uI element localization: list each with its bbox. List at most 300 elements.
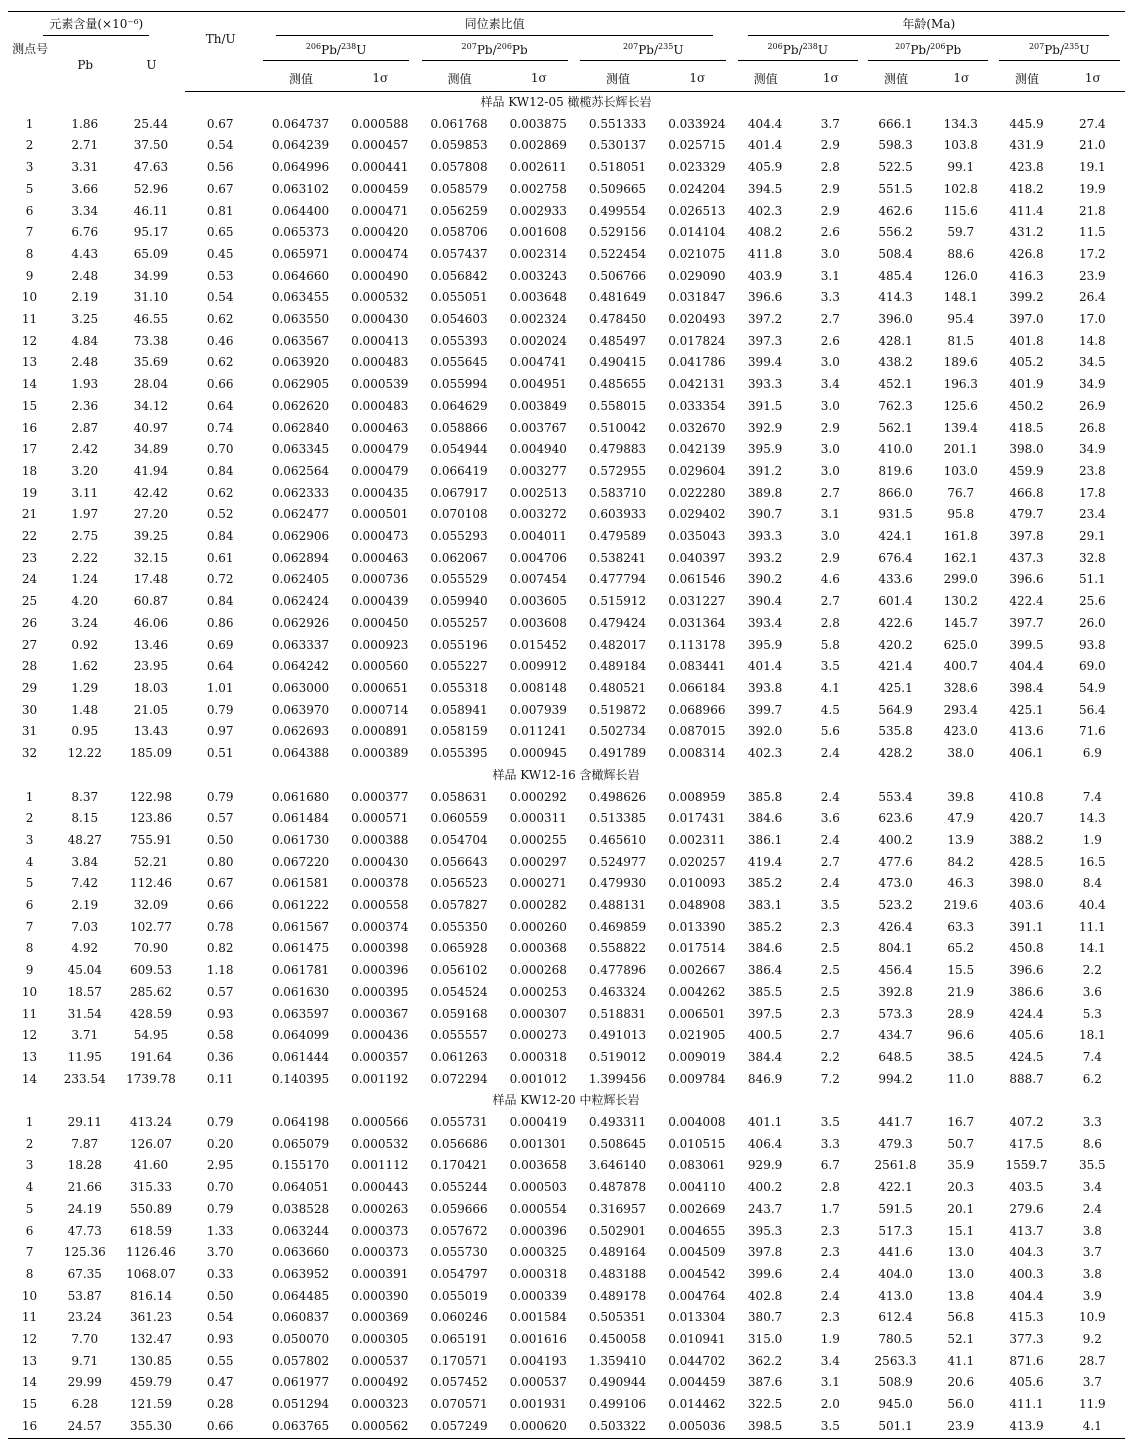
table-cell: 0.000311 (509, 811, 567, 826)
table-cell: 1.359410 (588, 1353, 647, 1368)
table-cell: 0.021075 (668, 246, 726, 261)
table-cell: 65.09 (133, 246, 169, 261)
table-cell: 0.000273 (509, 1028, 567, 1043)
table-cell: 402.3 (747, 746, 783, 761)
table-cell: 0.316957 (588, 1201, 647, 1216)
table-cell: 397.5 (747, 1006, 783, 1021)
table-row (8, 1004, 1125, 1026)
table-cell: 406.1 (1009, 746, 1044, 761)
table-cell: 6.7 (820, 1158, 840, 1173)
table-cell: 0.003658 (509, 1158, 567, 1173)
table-cell: 0.055293 (430, 529, 488, 544)
table-row (8, 222, 1125, 244)
header-ratio-0-el2: U (356, 43, 367, 57)
table-cell: 12 (21, 333, 38, 348)
table-cell: 0.056259 (430, 203, 488, 218)
table-cell: 122.98 (129, 789, 172, 804)
table-cell: 416.3 (1009, 268, 1044, 283)
table-cell: 0.003605 (509, 594, 567, 609)
table-cell: 400.7 (943, 659, 978, 674)
table-cell: 3.70 (206, 1245, 234, 1260)
table-row (8, 1047, 1125, 1069)
header-agecol-2-sup2: 235 (1064, 42, 1080, 51)
table-cell: 88.6 (947, 246, 975, 261)
table-cell: 46.3 (947, 876, 975, 891)
table-cell: 0.001931 (509, 1397, 567, 1412)
table-cell: 24 (21, 572, 38, 587)
table-cell: 0.479424 (588, 615, 647, 630)
table-cell: 0.062905 (271, 377, 330, 392)
table-cell: 19 (21, 485, 38, 500)
table-cell: 0.000413 (351, 333, 409, 348)
table-cell: 755.91 (129, 832, 172, 847)
table-cell: 0.062840 (271, 420, 330, 435)
table-cell: 591.5 (878, 1201, 913, 1216)
table-row (8, 569, 1125, 591)
header-ratio-1-sup2: 206 (496, 42, 512, 51)
table-cell: 0.50 (206, 1288, 234, 1303)
table-cell: 362.2 (747, 1353, 783, 1368)
table-cell: 0.055019 (430, 1288, 488, 1303)
table-cell: 0.000325 (509, 1245, 567, 1260)
table-row (8, 613, 1125, 635)
table-cell: 0.499106 (588, 1397, 647, 1412)
table-cell: 413.7 (1009, 1223, 1044, 1238)
table-cell: 0.57 (206, 811, 234, 826)
table-cell: 0.059666 (430, 1201, 488, 1216)
table-cell: 395.3 (747, 1223, 783, 1238)
table-cell: 26.8 (1078, 420, 1106, 435)
table-cell: 945.0 (878, 1397, 913, 1412)
table-cell: 0.004542 (668, 1266, 726, 1281)
table-cell: 450.2 (1009, 398, 1044, 413)
table-cell: 413.6 (1009, 724, 1044, 739)
table-cell: 0.54 (206, 1310, 234, 1325)
table-cell: 2.4 (820, 1266, 840, 1281)
table-cell: 0.478450 (588, 312, 647, 327)
table-cell: 3.1 (820, 268, 840, 283)
table-cell: 0.003767 (509, 420, 567, 435)
table-cell: 2.7 (820, 1028, 840, 1043)
table-cell: 0.062067 (430, 550, 488, 565)
table-cell: 0.000307 (509, 1006, 567, 1021)
table-cell: 397.8 (747, 1245, 783, 1260)
table-cell: 0.048908 (668, 898, 726, 913)
table-cell: 397.8 (1009, 529, 1044, 544)
table-cell: 1 (25, 116, 34, 131)
table-cell: 433.6 (878, 572, 913, 587)
table-cell: 21.8 (1078, 203, 1106, 218)
table-cell: 39.8 (947, 789, 975, 804)
table-cell: 391.1 (1009, 919, 1044, 934)
table-cell: 780.5 (878, 1332, 913, 1347)
table-cell: 7 (25, 225, 34, 240)
table-cell: 2.42 (71, 442, 99, 457)
table-cell: 23.24 (67, 1310, 102, 1325)
table-cell: 28.9 (947, 1006, 975, 1021)
table-cell: 2.87 (71, 420, 99, 435)
table-cell: 15.5 (947, 963, 975, 978)
table-cell: 0.47 (206, 1375, 234, 1390)
table-cell: 479.3 (878, 1136, 913, 1151)
table-cell: 0.485655 (588, 377, 647, 392)
table-cell: 406.4 (747, 1136, 783, 1151)
table-cell: 816.14 (129, 1288, 172, 1303)
table-cell: 0.064388 (271, 746, 330, 761)
table-cell: 29 (21, 680, 38, 695)
table-cell: 5.3 (1082, 1006, 1102, 1021)
table-cell: 0.064051 (271, 1180, 330, 1195)
table-cell: 392.9 (747, 420, 783, 435)
table-cell: 0.008148 (509, 680, 567, 695)
table-cell: 0.000566 (351, 1115, 409, 1130)
table-cell: 0.485497 (588, 333, 647, 348)
table-cell: 2.8 (820, 1180, 840, 1195)
table-cell: 0.061630 (271, 984, 330, 999)
table-cell: 399.4 (747, 355, 783, 370)
table-cell: 285.62 (129, 984, 172, 999)
table-row (8, 1242, 1125, 1264)
table-cell: 0.000532 (351, 1136, 409, 1151)
table-cell: 23.95 (133, 659, 169, 674)
table-cell: 2.7 (820, 854, 840, 869)
table-cell: 0.58 (206, 1028, 234, 1043)
table-cell: 0.013304 (668, 1310, 726, 1325)
table-cell: 31.10 (133, 290, 169, 305)
table-cell: 2.2 (820, 1049, 840, 1064)
table-cell: 3.3 (1082, 1115, 1102, 1130)
table-cell: 3.11 (71, 485, 99, 500)
header-ratio-0-el1: Pb/ (321, 43, 341, 57)
table-cell: 0.55 (206, 1353, 234, 1368)
table-cell: 9 (25, 963, 34, 978)
table-cell: 0.000436 (351, 1028, 409, 1043)
table-cell: 70.90 (133, 941, 169, 956)
table-cell: 0.000537 (351, 1353, 409, 1368)
table-cell: 0.86 (206, 615, 234, 630)
table-row (8, 982, 1125, 1004)
table-cell: 0.029604 (668, 463, 726, 478)
table-cell: 0.000479 (351, 463, 409, 478)
table-cell: 145.7 (943, 615, 978, 630)
table-cell: 0.518051 (588, 160, 647, 175)
table-cell: 2.6 (820, 333, 840, 348)
table-cell: 0.000463 (351, 550, 409, 565)
table-cell: 355.30 (118, 1416, 184, 1438)
table-cell: 7.87 (71, 1136, 99, 1151)
table-cell: 0.070571 (430, 1397, 488, 1412)
table-cell: 0.000369 (351, 1310, 409, 1325)
table-cell: 2.75 (71, 529, 99, 544)
table-cell: 0.529156 (588, 225, 647, 240)
table-cell: 384.6 (747, 941, 783, 956)
table-row (8, 656, 1125, 678)
table-cell: 0.66 (185, 1416, 257, 1438)
table-cell: 17.8 (1078, 485, 1106, 500)
table-cell: 405.6 (1009, 1375, 1044, 1390)
table-cell: 201.1 (943, 442, 978, 457)
table-cell: 2.95 (206, 1158, 234, 1173)
table-cell: 0.064660 (271, 268, 330, 283)
table-cell: 14.8 (1078, 333, 1106, 348)
table-cell: 3.5 (820, 1115, 840, 1130)
table-cell: 0.000378 (351, 876, 409, 891)
table-cell: 0.56 (206, 160, 234, 175)
table-cell: 279.6 (1009, 1201, 1044, 1216)
table-cell: 0.000368 (509, 941, 567, 956)
table-cell: 45.04 (67, 963, 102, 978)
table-cell: 419.4 (747, 854, 783, 869)
table-cell: 428.1 (878, 333, 913, 348)
table-cell: 466.8 (1009, 485, 1044, 500)
table-cell: 384.4 (747, 1049, 783, 1064)
table-row (8, 1112, 1125, 1134)
table-cell: 0.023329 (668, 160, 726, 175)
table-cell: 0.025715 (668, 138, 726, 153)
table-cell: 22 (21, 529, 38, 544)
table-cell: 32.09 (133, 898, 169, 913)
table-cell: 0.000297 (509, 854, 567, 869)
table-cell: 623.6 (878, 811, 913, 826)
table-cell: 23 (21, 550, 38, 565)
table-row (8, 201, 1125, 223)
table-cell: 426.8 (1009, 246, 1044, 261)
table-cell: 10 (21, 984, 38, 999)
table-cell: 2.48 (71, 268, 99, 283)
table-cell: 73.38 (133, 333, 169, 348)
table-cell: 0.066419 (430, 463, 488, 478)
table-row (8, 1199, 1125, 1221)
table-cell: 9.2 (1082, 1332, 1102, 1347)
table-cell: 931.5 (878, 507, 913, 522)
table-cell: 400.3 (1009, 1266, 1044, 1281)
table-cell: 2563.3 (874, 1353, 917, 1368)
header-ratio-1 (415, 38, 574, 65)
table-cell: 162.1 (943, 550, 978, 565)
table-cell: 2.4 (820, 876, 840, 891)
table-cell: 0.001608 (509, 225, 567, 240)
table-cell: 3.5 (799, 1416, 863, 1438)
table-cell: 0.000268 (509, 963, 567, 978)
table-cell: 2.9 (820, 203, 840, 218)
table-cell: 0.065373 (271, 225, 330, 240)
table-cell: 1126.46 (126, 1245, 176, 1260)
table-cell: 477.6 (878, 854, 913, 869)
table-cell: 0.065971 (271, 246, 330, 261)
table-cell: 24.57 (52, 1416, 118, 1438)
table-cell: 0.055393 (430, 333, 488, 348)
table-cell: 0.059853 (430, 138, 488, 153)
table-cell: 32.8 (1078, 550, 1106, 565)
table-cell: 0.001301 (509, 1136, 567, 1151)
table-cell: 23.9 (929, 1416, 993, 1438)
table-cell: 2.71 (71, 138, 99, 153)
table-cell: 0.000396 (351, 963, 409, 978)
table-cell: 2.19 (71, 290, 99, 305)
table-cell: 1.24 (71, 572, 99, 587)
table-cell: 13.43 (133, 724, 169, 739)
table-cell: 0.011241 (509, 724, 567, 739)
table-cell: 0.000435 (351, 485, 409, 500)
table-cell: 0.056643 (430, 854, 488, 869)
table-cell: 0.79 (206, 702, 234, 717)
table-cell: 0.051294 (271, 1397, 330, 1412)
table-cell: 441.6 (878, 1245, 913, 1260)
table-cell: 0.055227 (430, 659, 488, 674)
table-cell: 81.5 (947, 333, 975, 348)
table-cell: 425.1 (1009, 702, 1044, 717)
header-agecol-2-el2: U (1079, 43, 1090, 57)
table-cell: 11 (21, 312, 38, 327)
table-cell: 0.000891 (351, 724, 409, 739)
table-cell: 0.002024 (509, 333, 567, 348)
table-cell: 397.0 (1009, 312, 1044, 327)
table-cell: 0.062926 (271, 615, 330, 630)
table-cell: 0.015452 (509, 637, 567, 652)
table-cell: 0.004509 (668, 1245, 726, 1260)
table-cell: 25 (21, 594, 38, 609)
table-cell: 390.2 (747, 572, 783, 587)
table-cell: 0.000395 (351, 984, 409, 999)
table-cell: 4 (25, 1180, 34, 1195)
table-cell: 9.71 (71, 1353, 99, 1368)
table-cell: 397.2 (747, 312, 783, 327)
table-cell: 452.1 (878, 377, 913, 392)
table-row (8, 114, 1125, 136)
table-cell: 24.19 (67, 1201, 102, 1216)
table-cell: 4.5 (820, 702, 840, 717)
table-cell: 0.058941 (430, 702, 488, 717)
table-cell: 0.477794 (588, 572, 647, 587)
table-cell: 0.064198 (271, 1115, 330, 1130)
table-cell: 0.45 (206, 246, 234, 261)
table-cell: 0.000430 (351, 312, 409, 327)
table-cell: 0.000620 (504, 1416, 574, 1438)
table-cell: 0.000318 (509, 1049, 567, 1064)
table-cell: 2.8 (820, 615, 840, 630)
table-cell: 12.22 (67, 746, 102, 761)
header-ratio-0 (257, 38, 416, 65)
table-cell: 0.558015 (588, 398, 647, 413)
table-cell: 16 (21, 420, 38, 435)
table-cell: 0.499554 (588, 203, 647, 218)
table-cell: 7.4 (1082, 789, 1102, 804)
header-agecol-2-el1: Pb/ (1044, 43, 1065, 57)
table-cell: 0.61 (206, 550, 234, 565)
table-cell: 233.54 (63, 1071, 106, 1086)
table-cell: 396.6 (1009, 572, 1044, 587)
table-cell: 3.0 (820, 398, 840, 413)
table-cell: 0.000389 (351, 746, 409, 761)
header-agecol-0-el2: U (817, 43, 828, 57)
table-cell: 6 (25, 203, 34, 218)
table-cell: 393.8 (747, 680, 783, 695)
table-cell: 2.4 (1082, 1201, 1102, 1216)
table-cell: 0.000388 (351, 832, 409, 847)
table-cell: 0.063244 (271, 1223, 330, 1238)
table-cell: 34.99 (133, 268, 169, 283)
table-cell: 35.9 (947, 1158, 975, 1173)
table-cell: 0.000492 (351, 1375, 409, 1390)
table-cell: 361.23 (129, 1310, 172, 1325)
table-cell: 11 (21, 1310, 38, 1325)
header-agecol-1-sup1: 207 (895, 42, 911, 51)
table-cell: 11.1 (1078, 919, 1106, 934)
table-cell: 7 (25, 919, 34, 934)
table-row (8, 439, 1125, 461)
table-cell: 0.004110 (668, 1180, 726, 1195)
table-cell: 819.6 (878, 463, 913, 478)
header-ratio-0-sup1: 206 (305, 42, 322, 51)
table-cell: 0.000441 (351, 160, 409, 175)
table-cell: 400.2 (747, 1180, 783, 1195)
table-cell: 0.000282 (509, 898, 567, 913)
table-cell: 0.061680 (271, 789, 330, 804)
table-cell: 0.000539 (351, 377, 409, 392)
table-cell: 0.000339 (509, 1288, 567, 1303)
table-cell: 0.038528 (271, 1201, 330, 1216)
table-cell: 377.3 (1009, 1332, 1044, 1347)
table-cell: 0.007939 (509, 702, 567, 717)
table-cell: 0.000263 (351, 1201, 409, 1216)
table-cell: 0.155170 (271, 1158, 330, 1173)
table-cell: 0.519872 (588, 702, 647, 717)
table-cell: 0.055350 (430, 919, 488, 934)
table-cell: 573.3 (878, 1006, 913, 1021)
table-cell: 3.7 (1082, 1245, 1102, 1260)
table-cell: 20.1 (947, 1201, 975, 1216)
table-cell: 21 (21, 507, 38, 522)
table-cell: 2.7 (820, 594, 840, 609)
table-cell: 8 (25, 941, 34, 956)
table-cell: 0.000483 (351, 355, 409, 370)
table-cell: 130.2 (943, 594, 978, 609)
table-cell: 392.8 (878, 984, 913, 999)
table-cell: 0.064996 (271, 160, 330, 175)
table-cell: 0.000391 (351, 1266, 409, 1281)
table-cell: 401.4 (747, 659, 783, 674)
table-cell: 123.86 (129, 811, 172, 826)
table-cell: 0.062620 (271, 398, 330, 413)
table-cell: 18.03 (133, 680, 169, 695)
table-cell: 11.5 (1078, 225, 1106, 240)
table-cell: 2.2 (1082, 963, 1102, 978)
table-cell: 20.6 (947, 1375, 975, 1390)
table-cell: 0.000457 (351, 138, 409, 153)
table-cell: 0.050070 (271, 1332, 330, 1347)
table-cell: 2561.8 (874, 1158, 917, 1173)
table-cell: 0.055395 (430, 746, 488, 761)
table-cell: 3.34 (71, 203, 99, 218)
table-cell: 0.510042 (588, 420, 647, 435)
table-cell: 397.3 (747, 333, 783, 348)
table-cell: 523.2 (878, 898, 913, 913)
table-cell: 871.6 (1009, 1353, 1044, 1368)
table-cell: 0.055051 (430, 290, 488, 305)
table-cell: 388.2 (1009, 832, 1044, 847)
table-cell: 3.24 (71, 615, 99, 630)
table-cell: 0.000419 (509, 1115, 567, 1130)
table-row (8, 352, 1125, 374)
table-cell: 411.4 (1009, 203, 1044, 218)
table-cell: 0.000503 (509, 1180, 567, 1195)
table-cell: 0.042131 (668, 377, 726, 392)
table-cell: 63.3 (947, 919, 975, 934)
table-cell: 0.003608 (509, 615, 567, 630)
table-cell: 408.2 (747, 225, 783, 240)
table-cell: 0.055994 (430, 377, 488, 392)
table-cell: 0.000558 (351, 898, 409, 913)
